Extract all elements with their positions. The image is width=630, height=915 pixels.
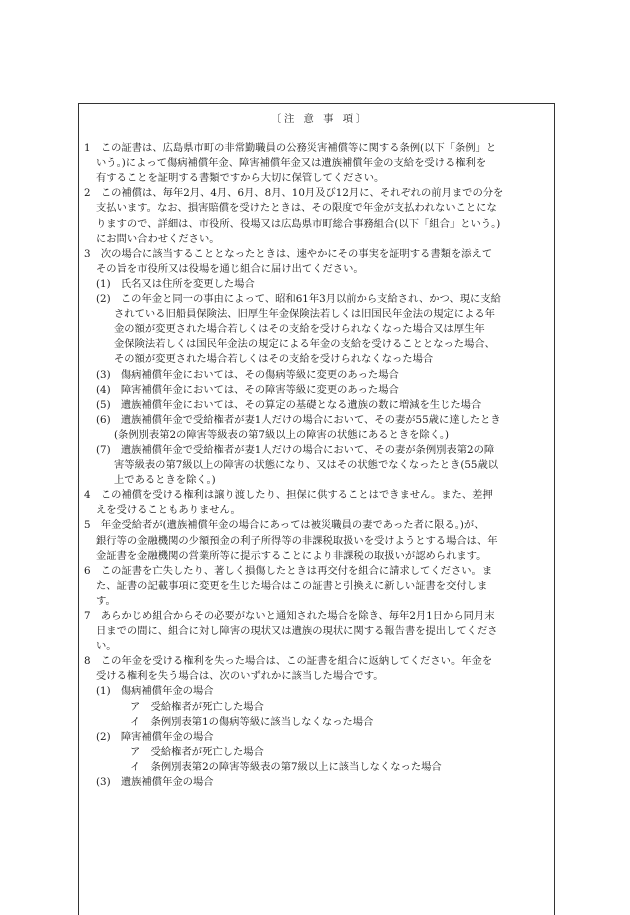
notice-line: 3 次の場合に該当することとなったときは、速やかにその事実を証明する書類を添えて — [84, 247, 493, 260]
notice-line: 金の額が変更された場合若しくはその支給を受けられなくなった場合又は厚生年 — [114, 323, 485, 336]
notice-line: た、証書の記載事項に変更を生じた場合はこの証書と引換えに新しい証書を交付しま — [96, 579, 488, 592]
notice-line: その額が変更された場合若しくはその支給を受けられなくなった場合 — [114, 353, 434, 366]
notice-line: いう。)によって傷病補償年金、障害補償年金又は遺族補償年金の支給を受ける権利を — [96, 157, 487, 170]
notice-line: にお問い合わせください。 — [96, 232, 220, 245]
notice-line: ア 受給権者が死亡した場合 — [130, 700, 264, 713]
notice-title: 〔注 意 事 項〕 — [270, 113, 370, 125]
notice-line: (2) この年金と同一の事由によって、昭和61年3月以前から支給され、かつ、現に支給 — [96, 293, 501, 306]
notice-line: (4) 障害補償年金においては、その障害等級に変更のあった場合 — [96, 383, 399, 396]
notice-line: 金保険法若しくは国民年金法の規定による年金の支給を受けることとなった場合、 — [114, 338, 495, 351]
notice-line: 2 この補償は、毎年2月、4月、6月、8月、10月及び12月に、それぞれの前月までの分を — [84, 187, 504, 200]
notice-line: 金証書を金融機関の営業所等に提示することにより非課税の取扱いが認められます。 — [96, 549, 487, 562]
notice-line: 7 あらかじめ組合からその必要がないと通知された場合を除き、毎年2月1日から同月末 — [84, 610, 495, 622]
notice-line: (2) 障害補償年金の場合 — [96, 730, 214, 743]
notice-line: 銀行等の金融機関の少額預金の利子所得等の非課税取扱いを受けようとする場合は、年 — [96, 534, 498, 547]
notice-line: 有することを証明する書類ですから大切に保管してください。 — [96, 172, 385, 185]
notice-line: 5 年金受給者が(遺族補償年金の場合にあっては被災職員の妻であった者に限る。)が、 — [84, 519, 485, 532]
notice-line: ア 受給権者が死亡した場合 — [130, 745, 264, 758]
notice-line: (7) 遺族補償年金で受給権者が妻1人だけの場合において、その妻が条例別表第2の障 — [96, 443, 495, 456]
notice-line: 上であるときを除く。) — [114, 474, 216, 487]
notice-line: (5) 遺族補償年金においては、その算定の基礎となる遺族の数に増減を生じた場合 — [96, 398, 482, 411]
notice-line: イ 条例別表第2の障害等級表の第7級以上に該当しなくなった場合 — [130, 760, 442, 773]
notice-line: 1 この証書は、広島県市町の非常勤職員の公務災害補償等に関する条例(以下「条例」と — [84, 142, 497, 155]
notice-line: りますので、詳細は、市役所、役場又は広島県市町総合事務組合(以下「組合」という。) — [96, 217, 501, 230]
notice-body — [84, 141, 556, 790]
notice-line: イ 条例別表第1の傷病等級に該当しなくなった場合 — [130, 715, 374, 728]
notice-line: 日までの間に、組合に対し障害の現状又は遺族の現状に関する報告書を提出してくださ — [96, 625, 498, 638]
notice-line: 支払います。なお、損害賠償を受けたときは、その限度で年金が支払われないことにな — [96, 202, 497, 215]
notice-line: 受ける権利を失う場合は、次のいずれかに該当した場合です。 — [96, 670, 384, 683]
notice-line: (1) 傷病補償年金の場合 — [96, 685, 214, 698]
notice-line: (条例別表第2の障害等級表の第7級以上の障害の状態にあるときを除く。) — [114, 428, 449, 441]
notice-line: い。 — [96, 640, 117, 653]
notice-line: (3) 傷病補償年金においては、その傷病等級に変更のあった場合 — [96, 368, 399, 381]
notice-line: (1) 氏名又は住所を変更した場合 — [96, 277, 255, 290]
notice-line: えを受けることもありません。 — [96, 504, 241, 517]
notice-document — [84, 112, 556, 790]
notice-line: (6) 遺族補償年金で受給権者が妻1人だけの場合において、その妻が55歳に達したとき — [96, 413, 501, 426]
notice-line: (3) 遺族補償年金の場合 — [96, 776, 214, 789]
notice-line: 害等級表の第7級以上の障害の状態になり、又はその状態でなくなったとき(55歳以 — [114, 459, 499, 472]
notice-line: す。 — [96, 594, 116, 607]
notice-line: 8 この年金を受ける権利を失った場合は、この証書を組合に返納してください。年金を — [84, 655, 493, 668]
notice-line: 6 この証書を亡失したり、著しく損傷したときは再交付を組合に請求してください。ま — [84, 564, 493, 577]
notice-line: されている旧船員保険法、旧厚生年金保険法若しくは旧国民年金法の規定による年 — [114, 308, 495, 321]
notice-line: その旨を市役所又は役場を通じ組合に届け出てください。 — [96, 262, 364, 275]
notice-line: 4 この補償を受ける権利は譲り渡したり、担保に供することはできません。また、差押 — [84, 489, 493, 502]
